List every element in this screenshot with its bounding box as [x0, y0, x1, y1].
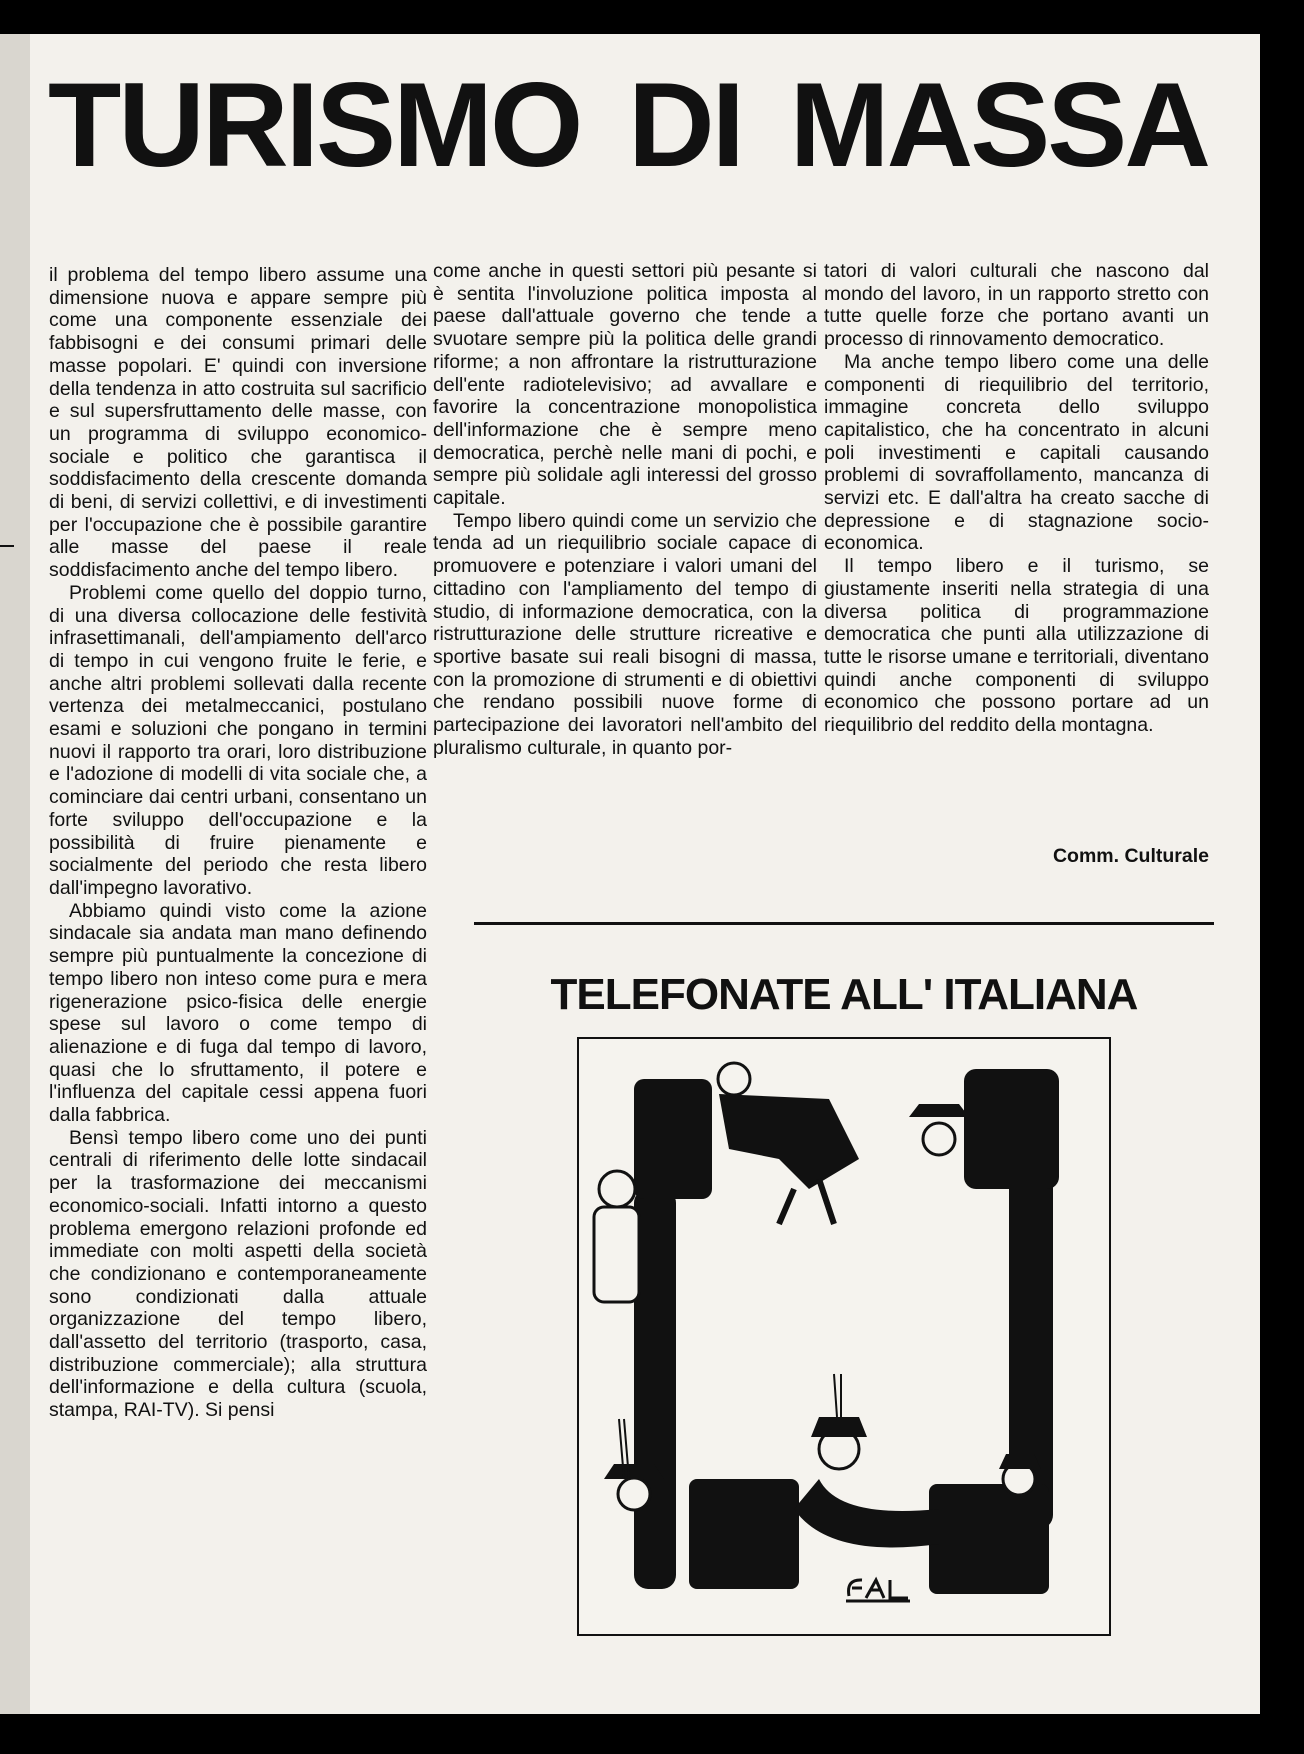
- cartoon-title: TELEFONATE ALL' ITALIANA: [550, 970, 1138, 1019]
- paragraph: il problema del tempo libero assume una dimensione nuova e appare sempre più come una componente essenziale dei fabbisogni e dei consumi primari delle masse popolari. E' quindi con inversione della tendenza in atto costruita sul sacrificio e sul supersfruttamento delle masse, con un programma di sviluppo economico-sociale e politico che garantisca il soddisfacimento della crescente domanda di beni, di servizi collettivi, e di investimenti per l'occupazione che è possibile garantire alle masse del paese il reale soddisfacimento anche del tempo libero.: [49, 264, 427, 582]
- section-divider: [474, 922, 1214, 925]
- cartoon-illustration: [577, 1037, 1111, 1636]
- paragraph: Bensì tempo libero come uno dei punti centrali di riferimento delle lotte sindacail per la trasformazione dei meccanismi economico-sociali. Infatti intorno a questo problema emergono relazioni profonde ed immediate con molti aspetti della società che condizionano e contemporaneamente sono condizionati dalla attuale organizzazione del tempo libero, dall'assetto del territorio (trasporto, casa, distribuzione commerciale); alla struttura dell'informazione e della cultura (scuola, stampa, RAI-TV). Si pensi: [49, 1126, 427, 1422]
- falling-figure: [719, 1094, 859, 1189]
- figure-head-top: [718, 1063, 750, 1095]
- headline-word: TURISMO: [48, 58, 581, 192]
- article-column-2: [433, 260, 817, 759]
- paragraph: Abbiamo quindi visto come la azione sindacale sia andata man mano definendo sempre più puntualmente la concezione di tempo libero non inteso come pura e mera rigenerazione psico-fisica delle energie spese sul lavoro o come tempo di alienazione e di fuga dal tempo di lavoro, quasi che lo sfruttamento, il potere e l'influenza del capitale cessi appena fuori dalla fabbrica.: [49, 899, 427, 1127]
- paragraph: Il tempo libero e il turismo, se giustamente inseriti nella strategia di una diversa politica di programmazione democratica che punti alla utilizzazione di tutte le risorse umane e territoriali, diventano quindi anche componenti di sviluppo economico che possono portare ad un riequilibrio del reddito della montagna.: [824, 555, 1209, 737]
- hat-bottom-left: [604, 1464, 664, 1479]
- paragraph: come anche in questi settori più pesante si è sentita l'involuzione politica imposta al paese dall'attuale governo che tende a svuotare sempre più la politica delle grandi riforme; a non affrontare la ristrutturazione dell'ente radiotelevisivo; ad avvallare e favorire la concentrazione monopolistica dell'informazione che è sempre meno democratica, perchè nelle mani di pochi, e sempre più solidale agli interessi del grosso capitale.: [433, 260, 817, 510]
- article-signature: Comm. Culturale: [1052, 845, 1209, 867]
- page-binding-gutter: [0, 34, 30, 1714]
- figure-head-left: [599, 1171, 635, 1207]
- artist-signature-drawing: [844, 1574, 914, 1604]
- phone-mouthpiece-bottom-right: [929, 1484, 1049, 1594]
- feather-mid: [834, 1374, 841, 1417]
- phone-curve-bottom-right: [794, 1479, 939, 1547]
- hat-bottom-right: [999, 1454, 1041, 1469]
- paragraph: Tempo libero quindi come un servizio che tenda ad un riequilibrio sociale capace di promuovere e potenziare i valori umani del cittadino con l'ampliamento del tempo di studio, di informazione democratica, con la ristrutturazione delle strutture ricreative e sportive basate sui reali bisogni di massa, con la promozione di strumenti e di obiettivi che rendano possibili nuove forme di partecipazione dei lavoratori nell'ambito del pluralismo culturale, in quanto por-: [433, 509, 817, 759]
- binding-mark: [0, 545, 14, 547]
- figure-head-bottom-left: [618, 1478, 650, 1510]
- phone-mouthpiece-top-right: [964, 1069, 1059, 1189]
- headline-word: MASSA: [789, 58, 1208, 192]
- figure-head-right-top: [923, 1123, 955, 1155]
- artist-signature: [844, 1574, 914, 1604]
- headline-word: DI: [627, 58, 742, 192]
- hat-bottom-mid: [811, 1417, 867, 1437]
- telephone-cartoon-drawing: [579, 1039, 1109, 1634]
- article-column-1: [49, 264, 427, 1422]
- paragraph: Ma anche tempo libero come una delle componenti di riequilibrio del territorio, immagine concreta dello sviluppo capitalistico, che ha concentrato in alcuni poli investimenti e capitali causando problemi di sovraffollamento, mancanza di servizi etc. E dall'altra ha creato sacche di depressione e di stagnazione socio-economica.: [824, 350, 1209, 555]
- hat-right-top: [909, 1104, 969, 1117]
- figure-body-left: [594, 1207, 639, 1302]
- paragraph: tatori di valori culturali che nascono dal mondo del lavoro, in un rapporto stretto con tutte quelle forze che portano avanti un processo di rinnovamento democratico.: [824, 260, 1209, 351]
- article-column-3: [824, 260, 1209, 737]
- paragraph: Problemi come quello del doppio turno, di una diversa collocazione delle festività infrasettimanali, dell'ampiamento dell'arco di tempo in cui vengono fruite le ferie, e anche altri problemi sollevati dalla recente vertenza dei metalmeccanici, postulano esami e soluzioni che pongano in termini nuovi il rapporto tra orari, loro distribuzione e l'adozione di modelli di vita sociale che, a cominciare dai centri urbani, consentano un forte sviluppo dell'occupazione e la possibilità di fruire pienamente e socialmente del periodo che resta libero dall'impegno lavorativo.: [49, 581, 427, 899]
- phone-mouthpiece-top-left: [634, 1079, 712, 1199]
- article-headline: [48, 55, 1208, 195]
- phone-mouthpiece-bottom-left: [689, 1479, 799, 1589]
